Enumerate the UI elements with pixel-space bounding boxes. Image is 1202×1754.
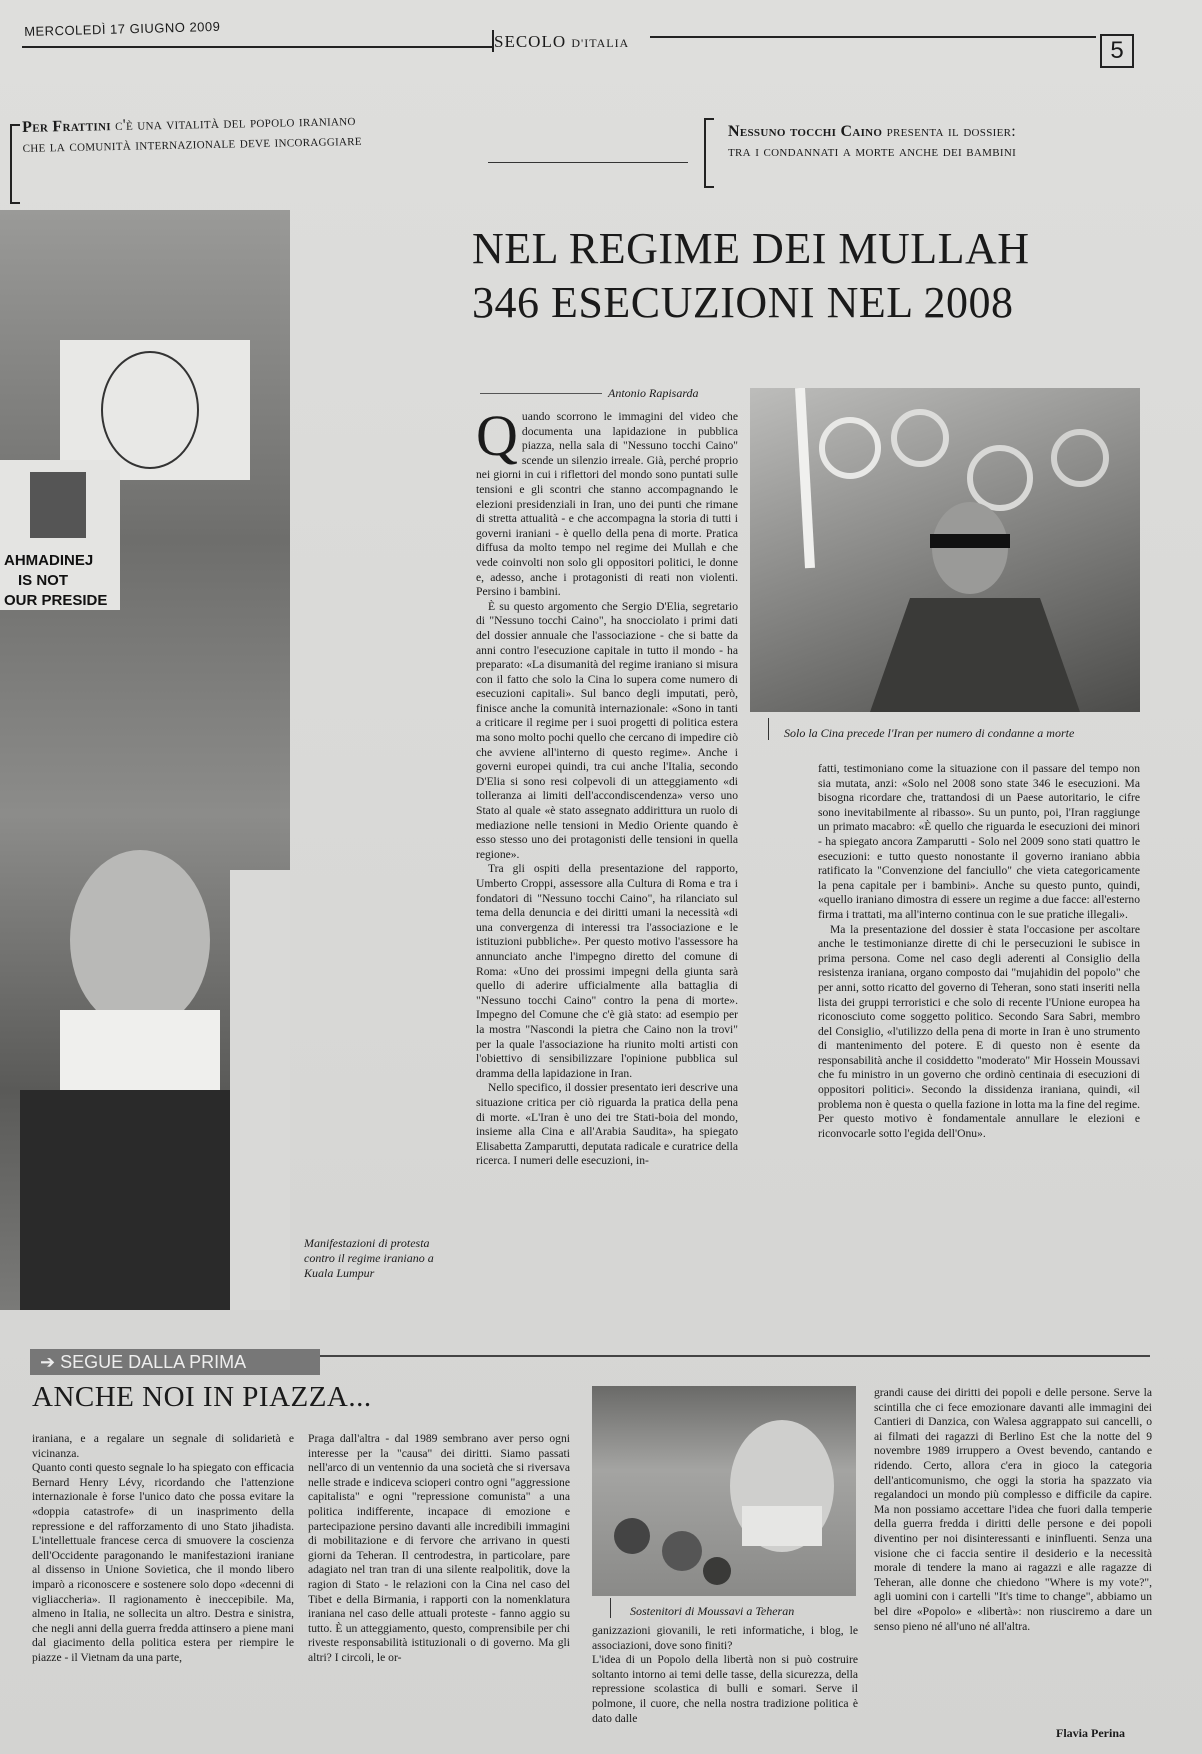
header-rule-right (650, 36, 1096, 38)
byline: Antonio Rapisarda (608, 386, 699, 400)
sign-text-3: OUR PRESIDE (4, 592, 108, 609)
noose-loop-1 (822, 420, 878, 476)
noose-loop-3 (970, 448, 1030, 508)
supporter-2 (662, 1531, 702, 1571)
kicker-right-bold: Nessuno tocchi Caino (728, 123, 883, 140)
supporter-1 (614, 1518, 650, 1554)
article-paragraph-2: È su questo argomento che Sergio D'Elia, segretario di "Nessuno tocchi Caino", ha snocciolato i primi dati del dossier annuale che l'associazione - che si batte da anni contro l'esecuzione capitale in tutto il mondo - ha preparato: «La disumanità del regime iraniano si misura con il fatto che solo la Cina lo supera come numero di esecuzioni capitali». Sul banco degli imputati, però, finisce anche la comunità internazionale: «Sono in tanti a criticare il regime per i suoi progetti di politica estera ma sono molto pochi quello che cercano di impedire ciò che avviene all'interno di questo regime». Anche i governi europei quindi, tra cui anche l'Italia, secondo D'Elia si sono resi colpevoli di un atteggiamento «di tolleranza ai limiti dell'accondiscendenza» verso uno Stato al quale «è stato assegnato addirittura un ruolo di mediazione nelle tensioni in Medio Oriente quando è esso stesso uno dei protagonisti delle tensioni in quella regione». (476, 599, 738, 861)
headline-line2: 346 ESECUZIONI NEL 2008 (472, 278, 1014, 327)
bottom-column-4: grandi cause dei diritti dei popoli e delle persone. Serve la scintilla che ci fece emozionare davanti alle immagini dei Cantieri di Danzica, con Walesa aggrappato sui cancelli, o ai filmati dei ragazzi di Berlino Est che la notte del 9 novembre 1989 irruppero a Ovest bevendo, cantando e ridendo. Certo, allora c'era in gioco la categoria dell'anticomunismo, che oggi la storia ha spazzato via regalandoci un mondo più complesso e difficile da capire. Ma non possiamo accettare l'idea che fuori dalla temperie della guerra fredda i diritti delle persone e dei popoli diventino per noi disinteressanti e ininfluenti. Senza una visione che ci faccia sentire il desiderio e la necessità morale di tendere la mano ai ragazzi e alle ragazze di Teheran, alle donne che chiedono "Where is my vote?", agli uomini con i cartelli "It's time to change", abbiamo un bel dire «Popolo» e «libertà»: non riusciremo a dare un senso pieno né all'uno né all'altra. (874, 1386, 1152, 1633)
kicker-left (22, 111, 362, 158)
author-signature: Flavia Perina (1056, 1726, 1125, 1740)
kicker-rule (488, 162, 688, 163)
noose-loop-4 (1054, 432, 1106, 484)
protester-mask (60, 1010, 220, 1090)
article-column-2 (818, 762, 1140, 1141)
article-paragraph-5: fatti, testimoniano come la situazione con il passare del tempo non sia mutata, anzi: «Solo nel 2008 sono state 346 le esecuzioni. Ma bisogna ricordare che, trattandosi di un Paese autoritario, le cifre sono inevitabilmente al ribasso». Su un punto, poi, l'Iran raggiunge un primato macabro: «È quello che riguarda le esecuzioni dei minori - ha spiegato ancora Zamparutti - Solo nel 2009 sono stati quattro le esecuzioni: e tutto questo nonostante il governo iraniano abbia ratificato la "Convenzione del fanciullo" che vieta categoricamente la pena capitale per i bambini». Anche su questo punto, quindi, «quello iraniano dimostra di essere un regime a due facce: all'esterno firma i trattati, ma all'interno continua con le sue pratiche illegali». (818, 762, 1140, 921)
article-column-1 (476, 403, 738, 1169)
kicker-left-bold: Per Frattini (22, 117, 112, 136)
protest-photo (0, 210, 290, 1310)
moussavi-photo-svg (592, 1386, 856, 1596)
kicker-right-line2: tra i condannati a morte anche dei bambini (728, 143, 1017, 160)
header-rule-left (22, 46, 492, 48)
noose-rope (800, 388, 810, 568)
kicker-right-line1: presenta il dossier: (886, 123, 1017, 140)
kicker-left-line1: c'è una vitalità del popolo iraniano (115, 112, 356, 135)
issue-date: MERCOLEDÌ 17 GIUGNO 2009 (24, 18, 221, 39)
blindfold (930, 534, 1010, 548)
article-paragraph-1: uando scorrono le immagini del video che documenta una lapidazione in pubblica piazza, nella sala di "Nessuno tocchi Caino" scende un silenzio irreale. Già, perché proprio nei giorni in cui i riflettori del mondo sono puntati sulle tensioni e gli scontri che stanno accompagnando le elezioni presidenziali in Iran, uno dei punti che rimane di stretta attualità - e che accompagna la storia di tutti i governi iraniani - è quello della pena di morte. Pratica diffusa da molto tempo nel regime dei Mullah e che vede coinvolti non solo gli oppositori politici, le donne e, adesso, anche i protagonisti di reati non violenti. Persino i bambini. (476, 410, 738, 599)
kicker-left-line2: che la comunità internazionale deve incoraggiare (22, 131, 363, 156)
kicker-right (728, 122, 1016, 162)
photo-caption-rule (768, 718, 769, 740)
protester-body (870, 598, 1080, 712)
portrait-photo (30, 472, 86, 538)
photo-caption: Solo la Cina precede l'Iran per numero di condanne a morte (784, 726, 1075, 740)
execution-photo (750, 388, 1140, 712)
byline-rule (480, 393, 602, 394)
kicker-right-bracket (704, 118, 714, 188)
section-label-text: SEGUE DALLA PRIMA (60, 1352, 247, 1372)
background-sign (230, 870, 290, 1310)
sign-text-2: IS NOT (18, 572, 69, 589)
paper-name-main: SECOLO (494, 32, 567, 51)
protest-photo-caption: Manifestazioni di protesta contro il regime iraniano a Kuala Lumpur (304, 1236, 434, 1280)
article-paragraph-3: Tra gli ospiti della presentazione del rapporto, Umberto Croppi, assessore alla Cultura di Roma e tra i fondatori di "Nessuno tocchi Caino", ha rilanciato sul tema della denuncia e dei diritti umani la necessità «di una convergenza di interessi tra l'associazione e le istituzioni pubbliche». Per questo motivo l'assessore ha annunciato anche l'impegno diretto del comune di Roma: «Uno dei prossimi impegni della giunta sarà quello di aderire ufficialmente alla battaglia di "Nessuno tocchi Caino" contro la pena di morte». Impegno del Comune che c'è già stato: ad esempio per la mostra "Nascondi la pietra che Caino non la trovi" per la quale l'associazione ha riunito molti artisti con l'obiettivo di sensibilizzare l'opinione pubblica sul dramma della lapidazione in Iran. (476, 862, 738, 1080)
cartoon-sign (60, 340, 250, 480)
moussavi-beard (742, 1506, 822, 1546)
sign-text-1: AHMADINEJ (4, 552, 94, 569)
bottom-caption-rule (610, 1598, 611, 1618)
protester-face (70, 850, 210, 1030)
paper-name-suffix: D'ITALIA (571, 36, 630, 50)
page-number: 5 (1100, 34, 1134, 68)
moussavi-photo (592, 1386, 856, 1596)
supporter-3 (703, 1557, 731, 1585)
paper-name (494, 32, 629, 52)
moussavi-caption: Sostenitori di Moussavi a Teheran (630, 1604, 795, 1618)
bottom-column-1: iraniana, e a regalare un segnale di solidarietà e vicinanza. Quanto conti questo segnale lo ha spiegato con efficacia Bernard Henry Lévy, ricordando che l'attenzione internazionale è forse l'unico dato che possa evitare la «doppia catastrofe» di un inasprimento della repressione e del rafforzamento di uno Stato jihadista. L'intellettuale francese cerca di smuovere la coscienza dell'Occidente paragonando le manifestazioni iraniane al dissenso in Unione Sovietica, che il mondo libero imparò a riconoscere e sostenere solo dopo «decenni di vigliaccheria». Il ragionamento è ineccepibile. Ma, almeno in Italia, ne sollecita un altro. Destra e sinistra, che negli anni della guerra fredda attinsero a piene mani dal giacimento della politica estera per riempire le piazze - il Vietnam da una parte, (32, 1432, 294, 1664)
kicker-left-bracket (10, 124, 20, 204)
protest-photo-svg (0, 210, 290, 1310)
bottom-title: ANCHE NOI IN PIAZZA... (32, 1381, 372, 1413)
noose-loop-2 (894, 412, 946, 464)
headline (472, 222, 1030, 330)
article-paragraph-4: Nello specifico, il dossier presentato ieri descrive una situazione critica per ciò riguarda la pratica della pena di morte. «L'Iran è uno dei tre Stati-boia del mondo, insieme alla Cina e all'Arabia Saudita», ha spiegato Elisabetta Zamparutti, deputata radicale e curatrice della ricerca. I numeri delle esecuzioni, in- (476, 1081, 738, 1168)
section-label: ➔ SEGUE DALLA PRIMA (30, 1349, 320, 1375)
article-paragraph-6: Ma la presentazione del dossier è stata l'occasione per ascoltare anche le testimonianze dirette di chi le persecuzioni le subisce in prima persona. Come nel caso degli aderenti al Consiglio della resistenza iraniana, organo composto dai "mujahidin del popolo" che per anni, sotto ricatto del governo di Teheran, sono stati inseriti nella lista dei gruppi terroristici e che solo di recente l'Unione europea ha riconosciuto come soggetto politico. Secondo Sara Sabri, membro del Consiglio, «l'utilizzo della pena di morte in Iran è uno strumento di mantenimento del potere. E di questo non è esente da responsabilità anche il cosiddetto "moderato" Mir Hossein Moussavi che fu ministro in un governo che ordinò centinaia di esecuzioni di oppositori politici». Secondo la dissidenza iraniana, quindi, «il problema non è questa o quella fazione in lotta ma la fine del regime. Per questo motivo è fondamentale annullare le elezioni e riconvocarle sotto l'egida dell'Onu». (818, 922, 1140, 1140)
drop-cap: Q (476, 403, 518, 468)
headline-line1: NEL REGIME DEI MULLAH (472, 224, 1030, 273)
bottom-column-3: ganizzazioni giovanili, le reti informatiche, i blog, le associazioni, dove sono finiti? L'idea di un Popolo della libertà non si può costruire soltanto intorno ai temi delle tasse, della sicurezza, della repressione scolastica di bulli e somari. Serve il polmone, il cuore, che nella nostra tradizione politica è dato dalle (592, 1624, 858, 1725)
bottom-column-2: Praga dall'altra - dal 1989 sembrano aver perso ogni interesse per la "causa" dei diritti. Siamo passati nell'arco di un ventennio da una società che si riversava nelle strade e indiceva scioperi contro ogni "aggressione capitalista" e ogni "repressione comunista" a una politica indifferente, incapace di emozione e partecipazione persino davanti alle incredibili immagini di mobilitazione e di fervore che arrivano in questi giorni da Teheran. Il centrodestra, in particolare, pare adagiato nel tran tran di una silente realpolitik, dove la ragion di Stato - le relazioni con la Cina nel caso del Tibet e della Birmania, i rapporti con la nomenklatura iraniana nel caso delle attuali proteste - fanno aggio su tutto. È un atteggiamento, questo, comprensibile per chi riveste responsabilità istituzionali o di governo. Ma gli altri? I circoli, le or- (308, 1432, 570, 1664)
execution-photo-svg (750, 388, 1140, 712)
